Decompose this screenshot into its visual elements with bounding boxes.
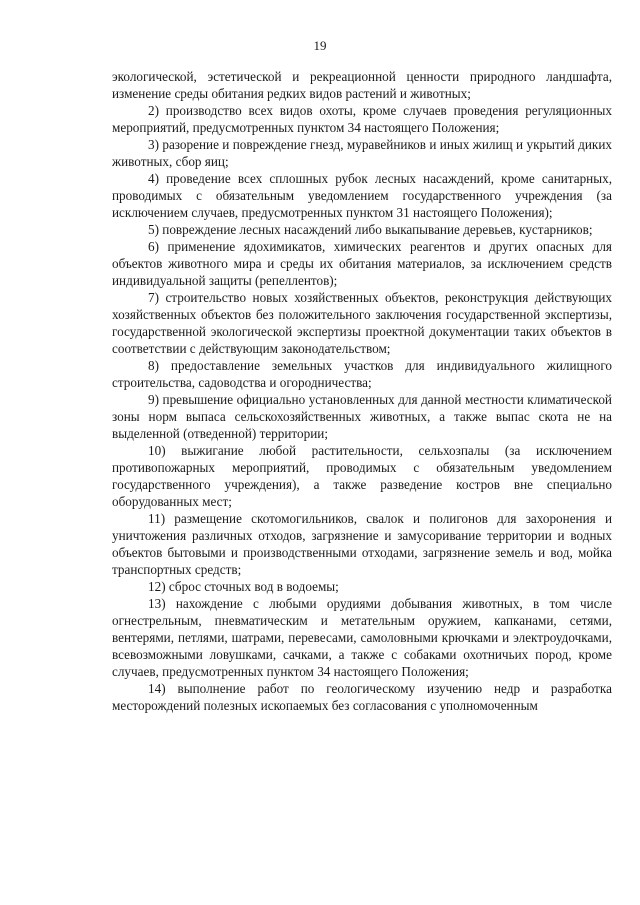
- paragraph-item-12: 12) сброс сточных вод в водоемы;: [148, 579, 339, 594]
- paragraph-item-13: 13) нахождение с любыми орудиями добывания животных, в том числе огнестрельным, пневматическим и метательным оружием, капканами, сетями, вентерями, петлями, шатрами, перевесами, самоловными крючками и электроудочками, всевозможными ловушками, сачками, а также с собаками охотничьих пород, кроме случаев, предусмотренных пунктом 34 настоящего Положения;: [112, 596, 612, 679]
- document-body: [112, 68, 612, 714]
- page-number: 19: [313, 38, 327, 53]
- paragraph-item-7: 7) строительство новых хозяйственных объектов, реконструкция действующих хозяйственных объектов без положительного заключения государственной экспертизы, государственной экологической экспертизы проектной документации таких объектов в соответствии с действующим законодательством;: [112, 290, 612, 356]
- paragraph-item-5: 5) повреждение лесных насаждений либо выкапывание деревьев, кустарников;: [148, 222, 593, 237]
- paragraph-item-10: 10) выжигание любой растительности, сельхозпалы (за исключением противопожарных мероприятий, проводимых с обязательным уведомлением государственного учреждения), а также разведение костров вне специально оборудованных мест;: [112, 443, 612, 509]
- paragraph-item-4: 4) проведение всех сплошных рубок лесных насаждений, кроме санитарных, проводимых с обязательным уведомлением государственного учреждения (за исключением случаев, предусмотренных пунктом 31 настоящего Положения);: [112, 171, 612, 220]
- paragraph-item-11: 11) размещение скотомогильников, свалок и полигонов для захоронения и уничтожения различных отходов, загрязнение и замусоривание территории и водных объектов бытовыми и производственными отходами, загрязнение земель и вод, мойка транспортных средств;: [112, 511, 612, 577]
- paragraph-item-3: 3) разорение и повреждение гнезд, муравейников и иных жилищ и укрытий диких животных, сбор яиц;: [112, 137, 612, 169]
- paragraph-item-8: 8) предоставление земельных участков для индивидуального жилищного строительства, садоводства и огородничества;: [112, 358, 612, 390]
- paragraph-item-2: 2) производство всех видов охоты, кроме случаев проведения регуляционных мероприятий, предусмотренных пунктом 34 настоящего Положения;: [112, 103, 612, 135]
- paragraph-item-9: 9) превышение официально установленных для данной местности климатической зоны норм выпаса сельскохозяйственных животных, а также выпас скота не на выделенной (отведенной) территории;: [112, 392, 612, 441]
- paragraph-continuation: экологической, эстетической и рекреационной ценности природного ландшафта, изменение среды обитания редких видов растений и животных;: [112, 69, 612, 101]
- paragraph-item-6: 6) применение ядохимикатов, химических реагентов и других опасных для объектов животного мира и среды их обитания материалов, за исключением средств индивидуальной защиты (репеллентов);: [112, 239, 612, 288]
- paragraph-item-14: 14) выполнение работ по геологическому изучению недр и разработка месторождений полезных ископаемых без согласования с уполномоченным: [112, 681, 612, 713]
